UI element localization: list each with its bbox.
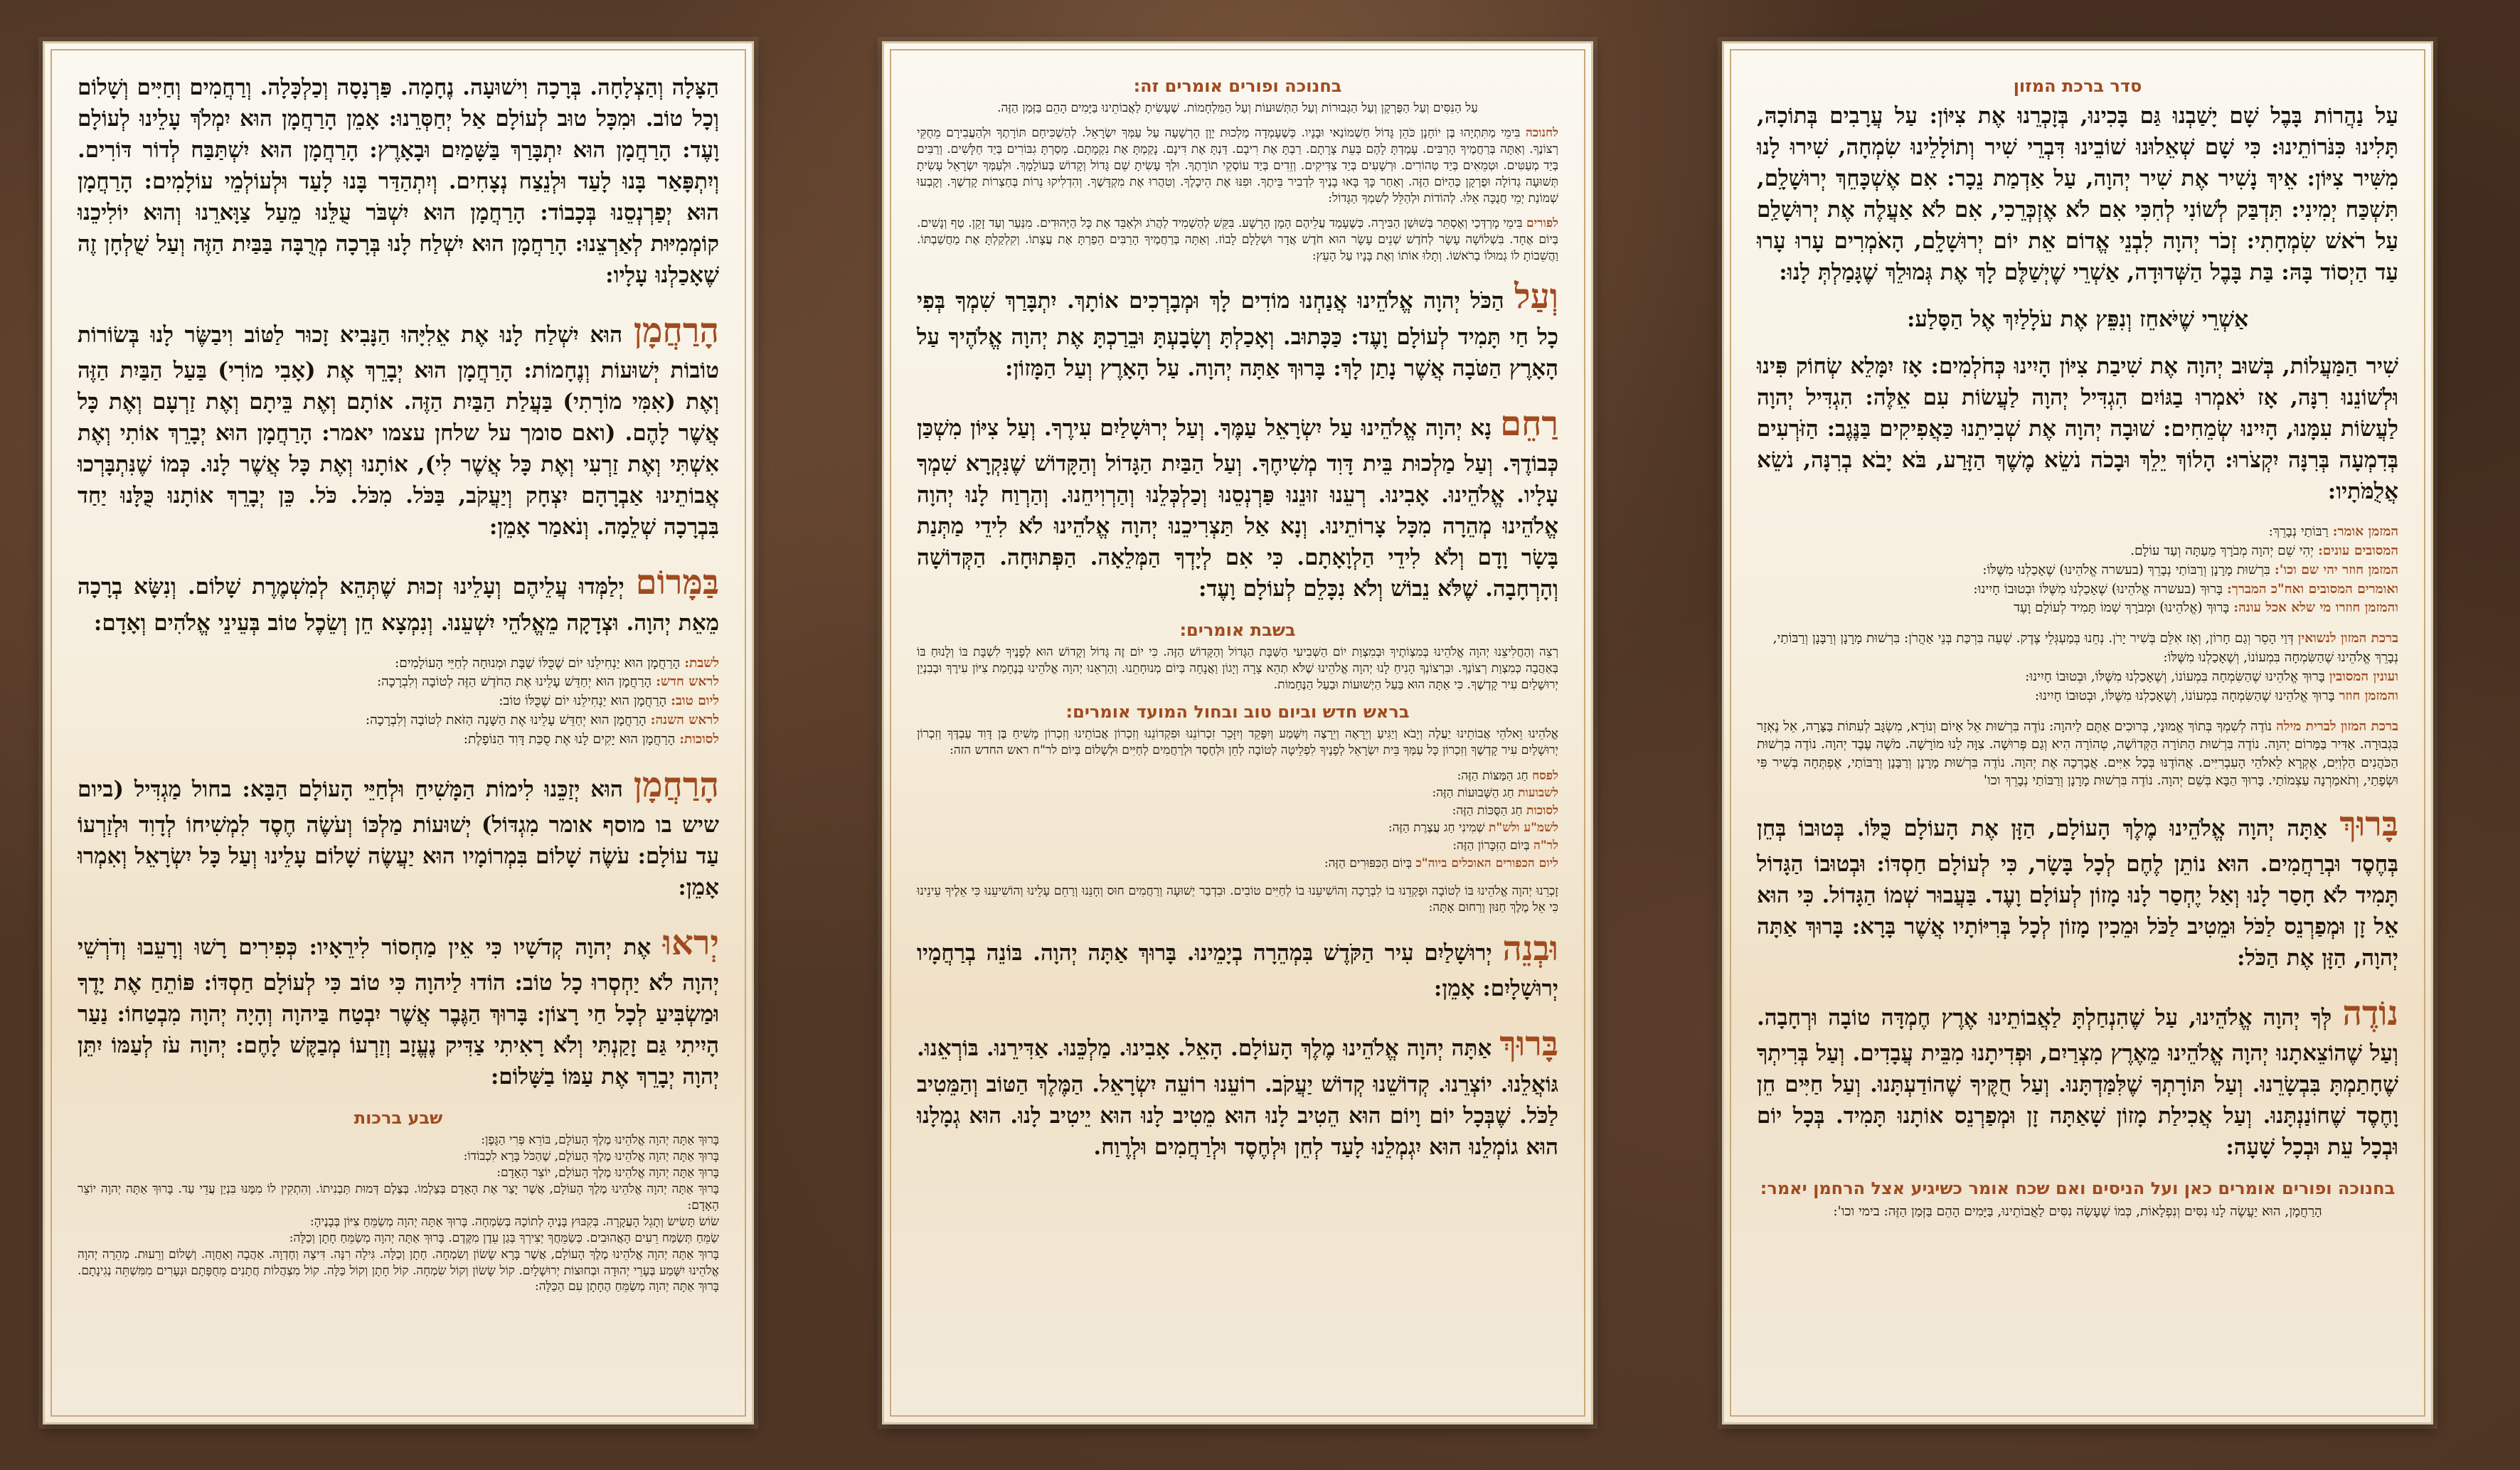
- holiday-text: חַג הַמַּצּוֹת הַזֶּה:: [1457, 768, 1529, 783]
- paragraph-yiru: [78, 919, 719, 1092]
- section-title-seder: סדר ברכת המזון: [2013, 76, 2142, 96]
- zimun-label: והמזמן חוזרו מי שלא אכל עונה:: [2233, 600, 2398, 616]
- zimun-text: בָּרוּךְ (אֱלֹהֵינוּ) וּמְבֹרָךְ שְׁמוֹ תָּמִיד לְעוֹלָם וָעֶד: [2014, 600, 2230, 616]
- zimun-line: [1757, 523, 2398, 542]
- bracha-line: בָּרוּךְ אַתָּה יְהוָה אֱלֹהֵינוּ מֶלֶךְ הָעוֹלָם, שֶׁהַכֹּל בָּרָא לִכְבוֹדוֹ:: [463, 1149, 719, 1163]
- paragraph-racheim: [917, 400, 1558, 604]
- paragraph-al-naharot: עַל נַהֲרוֹת בָּבֶל שָׁם יָשַׁבְנוּ גַּם בָּכִינוּ, בְּזָכְרֵנוּ אֶת צִיּוֹן: עַל עֲרָבִים בְּתוֹכָהּ, תָּלִינוּ כִּנֹּרוֹתֵינוּ: כִּי שָׁם שְׁאֵלוּנוּ שׁוֹבֵינוּ דִּבְרֵי שִׁיר וְתוֹלָלֵינוּ שִׂמְחָה, שִׁירוּ לָנוּ מִשִּׁיר צִיּוֹן: אֵיךְ נָשִׁיר אֶת שִׁיר יְהוָה, עַל אַדְמַת נֵכָר: אִם אֶשְׁכָּחֵךְ יְרוּשָׁלִָם, תִּשְׁכַּח יְמִינִי: תִּדְבַּק לְשׁוֹנִי לְחִכִּי אִם לֹא אֶזְכְּרֵכִי, אִם לֹא אַעֲלֶה אֶת יְרוּשָׁלִַם עַל רֹאשׁ שִׂמְחָתִי: זְכֹר יְהוָה לִבְנֵי אֱדוֹם אֵת יוֹם יְרוּשָׁלִָם, הָאֹמְרִים עָרוּ עָרוּ עַד הַיְסוֹד בָּהּ: בַּת בָּבֶל הַשְּׁדוּדָה, אַשְׁרֵי שֶׁיְשַׁלֶּם לָךְ אֶת גְּמוּלֵךְ שֶׁגָּמַלְתְּ לָנוּ:: [1757, 103, 2398, 286]
- drop-word-uvneh: וּבְנֵה: [1502, 929, 1558, 969]
- panel-left: [43, 41, 754, 1424]
- racheim-text: נָא יְהוָה אֱלֹהֵינוּ עַל יִשְׂרָאֵל עַמֶּךָ. וְעַל יְרוּשָׁלַיִם עִירֶךָ. וְעַל צִיּוֹן מִשְׁכַּן כְּבוֹדֶךָ. וְעַל מַלְכוּת בֵּית דָּוִד מְשִׁיחֶךָ. וְעַל הַבַּיִת הַגָּדוֹל וְהַקָּדוֹשׁ שֶׁנִּקְרָא שִׁמְךָ עָלָיו. אֱלֹהֵינוּ. אָבִינוּ. רְעֵנוּ זוּנֵנוּ פַּרְנְסֵנוּ וְכַלְכְּלֵנוּ וְהַרְוִיחֵנוּ. וְהַרְוַח לָנוּ יְהוָה אֱלֹהֵינוּ מְהֵרָה מִכָּל צָרוֹתֵינוּ. וְנָא אַל תַּצְרִיכֵנוּ יְהוָה אֱלֹהֵינוּ לֹא לִידֵי מַתְּנַת בָּשָׂר וָדָם וְלֹא לִידֵי הַלְוָאָתָם. כִּי אִם לְיָדְךָ הַמְּלֵאָה. הַפְּתוּחָה. הַקְּדוֹשָׁה וְהָרְחָבָה. שֶׁלֹּא נֵבוֹשׁ וְלֹא נִכָּלֵם לְעוֹלָם וָעֶד:: [917, 415, 1558, 602]
- special-label: לשבת:: [684, 655, 719, 671]
- paragraph-harachaman-mashiach: [78, 761, 719, 903]
- section-title-al-hanisim: בחנוכה ופורים אומרים זה:: [1133, 76, 1342, 96]
- drop-word-harachaman: הָרַחֲמָן: [633, 311, 719, 351]
- zimun-text: רַבּוֹתַי נְבָרֵךְ:: [2268, 524, 2329, 540]
- zimun-label: המזמן אומר:: [2332, 524, 2398, 540]
- zimun-text: יְהִי שֵׁם יְהוָה מְבֹרָךְ מֵעַתָּה וְעַד עוֹלָם.: [2130, 543, 2314, 558]
- holiday-text: חַג הַסֻּכּוֹת הַזֶּה:: [1452, 803, 1523, 818]
- section-title-chanukah-note: בחנוכה ופורים אומרים כאן ועל הניסים ואם שכח אומר כשיגיע אצל הרחמן יאמר:: [1760, 1178, 2396, 1198]
- veal-text: הַכֹּל יְהוָה אֱלֹהֵינוּ אֲנַחְנוּ מוֹדִים לָךְ וּמְבָרְכִים אוֹתָךְ. יִתְבָּרַךְ שִׁמְךָ בְּפִי כָל חַי תָּמִיד לְעוֹלָם וָעֶד: כַּכָּתוּב. וְאָכַלְתָּ וְשָׂבָעְתָּ וּבֵרַכְתָּ אֶת יְהוָה אֱלֹהֶיךָ עַל הָאָרֶץ הַטֹּבָה אֲשֶׁר נָתַן לָךְ: בָּרוּךְ אַתָּה יְהוָה. עַל הָאָרֶץ וְעַל הַמָּזוֹן:: [917, 288, 1558, 381]
- special-days-list: [78, 654, 719, 750]
- holiday-text: בְּיוֹם הַכִּפּוּרִים הַזֶּה:: [1324, 856, 1413, 870]
- holiday-list: [917, 767, 1558, 873]
- special-text: הָרַחֲמָן הוּא יַנְחִילֵנוּ יוֹם שֶׁכֻּלּוֹ טוֹב:: [499, 693, 667, 709]
- yiru-text: אֶת יְהוָה קְדֹשָׁיו כִּי אֵין מַחְסוֹר לִירֵאָיו: כְּפִירִים רָשׁוּ וְרָעֵבוּ וְדֹרְשֵׁי יְהוָה לֹא יַחְסְרוּ כָל טוֹב: הוֹדוּ לַיהוָה כִּי טוֹב כִּי לְעוֹלָם חַסְדּוֹ: פּוֹתֵחַ אֶת יָדֶךָ וּמַשְׂבִּיעַ לְכָל חַי רָצוֹן: בָּרוּךְ הַגֶּבֶר אֲשֶׁר יִבְטַח בַּיהוָה וְהָיָה יְהוָה מִבְטַחוֹ: נַעַר הָיִיתִי גַּם זָקַנְתִּי וְלֹא רָאִיתִי צַדִּיק נֶעֱזָב וְזַרְעוֹ מְבַקֶּשׁ לָחֶם: יְהוָה עֹז לְעַמּוֹ יִתֵּן יְהוָה יְבָרֵךְ אֶת עַמּוֹ בַשָּׁלוֹם:: [78, 934, 719, 1090]
- holiday-label: ליום הכפורים האוכלים ביוה"כ: [1415, 856, 1558, 870]
- paragraph-yaaleh: אֱלֹהֵינוּ וֵאלֹהֵי אֲבוֹתֵינוּ יַעֲלֶה וְיָבֹא וְיַגִּיעַ וְיֵרָאֶה וְיֵרָצֶה וְיִשָּׁמַע וְיִפָּקֵד וְיִזָּכֵר זִכְרוֹנֵנוּ וּפִקְדוֹנֵנוּ וְזִכְרוֹן אֲבוֹתֵינוּ וְזִכְרוֹן מָשִׁיחַ בֶּן דָּוִד עַבְדֶּךָ וְזִכְרוֹן יְרוּשָׁלַיִם עִיר קָדְשֶׁךָ וְזִכְרוֹן כָּל עַמְּךָ בֵּית יִשְׂרָאֵל לְפָנֶיךָ לִפְלֵיטָה לְטוֹבָה לְחֵן וּלְחֶסֶד וּלְרַחֲמִים לְחַיִּים וּלְשָׁלוֹם בְּיוֹם לר"ח ראש החדש הזה:: [917, 726, 1558, 757]
- holiday-line: [917, 837, 1558, 855]
- paragraph-bamarom: [78, 558, 719, 638]
- section-title-shabbat: בשבת אומרים:: [1179, 619, 1296, 640]
- panel-middle: [882, 41, 1593, 1424]
- drop-word-yiru: יְראוּ: [662, 922, 719, 963]
- special-line: [78, 692, 719, 711]
- zimun-line: [1757, 561, 2398, 580]
- paragraph-harachaman-nisim: הָרַחֲמָן, הוּא יַעֲשֶׂה לָנוּ נִסִּים וְנִפְלָאוֹת, כְּמוֹ שֶׁעָשָׂה נִסִּים לַאֲבוֹתֵינוּ, בַּיָּמִים הָהֵם בַּזְּמַן הַזֶּה: בימי וכו':: [1833, 1204, 2322, 1219]
- holiday-text: חַג הַשָּׁבוּעוֹת הַזֶּה:: [1432, 786, 1514, 801]
- zimun-label: המזמן חוזר יהי שם וכו':: [2274, 562, 2398, 577]
- zimun-line: [1757, 580, 2398, 600]
- paragraph-milah: [1757, 718, 2398, 790]
- harachaman-text: הוּא יִשְׁלַח לָנוּ אֶת אֵלִיָּהוּ הַנָּבִיא זָכוּר לַטּוֹב וִיבַשֶּׂר לָנוּ בְּשׂוֹרוֹת טוֹבוֹת יְשׁוּעוֹת וְנֶחָמוֹת: הָרַחֲמָן הוּא יְבָרֵךְ אֶת (אָבִי מוֹרִי) בַּעַל הַבַּיִת הַזֶּה וְאֶת (אִמִּי מוֹרָתִי) בַּעֲלַת הַבַּיִת הַזֶּה. אוֹתָם וְאֶת בֵּיתָם וְאֶת זַרְעָם וְאֶת כָּל אֲשֶׁר לָהֶם. (ואם סומך על שלחן עצמו יאמר: הָרַחֲמָן הוּא יְבָרֵךְ אוֹתִי וְאֶת אִשְׁתִּי וְאֶת זַרְעִי וְאֶת כָּל אֲשֶׁר לִי), אוֹתָנוּ וְאֶת כָּל אֲשֶׁר לָנוּ. כְּמוֹ שֶׁנִּתְבָּרְכוּ אֲבוֹתֵינוּ אַבְרָהָם יִצְחָק וְיַעֲקֹב, בַּכֹּל. מִכֹּל. כֹּל. כֵּן יְבָרֵךְ אוֹתָנוּ כֻּלָּנוּ יַחַד בִּבְרָכָה שְׁלֵמָה. וְנֹאמַר אָמֵן:: [78, 322, 719, 540]
- wedding-label: ועונין המסובין: [2329, 669, 2398, 684]
- holiday-text: שְׁמִינִי חַג עֲצֶרֶת הַזֶּה:: [1388, 821, 1485, 836]
- special-line: [78, 730, 719, 750]
- zimun-line: [1757, 599, 2398, 618]
- holiday-line: [917, 855, 1558, 873]
- zimun-text: בָּרוּךְ (בעשרה אֱלֹהֵינוּ) שֶׁאָכַלְנוּ מִשֶּׁלּוֹ וּבְטוּבוֹ חָיִינוּ:: [1973, 581, 2223, 597]
- sheva-brachot-list: [78, 1132, 719, 1295]
- zimun-list: [1757, 523, 2398, 618]
- paragraph-chanukah: [917, 125, 1558, 207]
- holiday-label: לשמ"ע ולש"ת: [1488, 821, 1558, 836]
- wedding-text: דְּוַי הָסֵר וְגַם חָרוֹן, וְאָז אִלֵּם בְּשִׁיר יָרֹן. נְחֵנוּ בְּמַעְגְּלֵי צֶדֶק. שְׁעֵה בִּרְכַּת בְּנֵי אַהֲרֹן: בִּרְשׁוּת מָרָנָן וְרַבָּנָן וְרַבּוֹתַי, נְבָרֵךְ אֱלֹהֵינוּ שֶׁהַשִּׂמְחָה בִּמְעוֹנוֹ, וְשֶׁאָכַלְנוּ מִשֶּׁלּוֹ:: [1772, 631, 2398, 666]
- wedding-label: והמזמן חוזר: [2339, 688, 2398, 703]
- paragraph-nodeh: [1757, 989, 2398, 1163]
- paragraph-baruch-hatov: [917, 1020, 1558, 1162]
- wedding-label: ברכת המזון לנשואין: [2297, 631, 2398, 646]
- bracha-line: שׂוֹשׂ תָּשִׂישׂ וְתָגֵל הָעֲקָרָה. בְּקִבּוּץ בָּנֶיהָ לְתוֹכָהּ בְּשִׂמְחָה. בָּרוּךְ אַתָּה יְהוָה מְשַׂמֵּחַ צִיּוֹן בְּבָנֶיהָ:: [310, 1214, 719, 1229]
- bracha-line: בָּרוּךְ אַתָּה יְהוָה אֱלֹהֵינוּ מֶלֶךְ הָעוֹלָם, אֲשֶׁר יָצַר אֶת הָאָדָם בְּצַלְמוֹ. בְּצֶלֶם דְּמוּת תַּבְנִיתוֹ. וְהִתְקִין לוֹ מִמֶּנּוּ בִּנְיַן עֲדֵי עַד. בָּרוּךְ אַתָּה יְהוָה יוֹצֵר הָאָדָם:: [78, 1181, 719, 1213]
- purim-label: לפורים: [1526, 215, 1559, 230]
- paragraph-retzeh: רְצֵה וְהַחֲלִיצֵנוּ יְהוָה אֱלֹהֵינוּ בְּמִצְוֹתֶיךָ וּבְמִצְוַת יוֹם הַשְּׁבִיעִי הַשַּׁבָּת הַגָּדוֹל וְהַקָּדוֹשׁ הַזֶּה. כִּי יוֹם זֶה גָּדוֹל וְקָדוֹשׁ הוּא לְפָנֶיךָ לִשְׁבָּת בּוֹ וְלָנוּחַ בּוֹ בְּאַהֲבָה כְּמִצְוַת רְצוֹנֶךָ. וּבִרְצוֹנְךָ הָנִיחַ לָנוּ יְהוָה אֱלֹהֵינוּ שֶׁלֹּא תְהֵא צָרָה וְיָגוֹן וַאֲנָחָה בְּיוֹם מְנוּחָתֵנוּ. וְהַרְאֵנוּ יְהוָה אֱלֹהֵינוּ בְּנֶחָמַת צִיּוֹן עִירֶךָ וּבְבִנְיַן יְרוּשָׁלַיִם עִיר קָדְשֶׁךָ. כִּי אַתָּה הוּא בַּעַל הַיְשׁוּעוֹת וּבַעַל הַנֶּחָמוֹת.: [917, 644, 1558, 692]
- chanukah-text: בִּימֵי מַתִּתְיָהוּ בֶּן יוֹחָנָן כֹּהֵן גָּדוֹל חַשְׁמוֹנַאי וּבָנָיו. כְּשֶׁעָמְדָה מַלְכוּת יָוָן הָרְשָׁעָה עַל עַמְּךָ יִשְׂרָאֵל. לְהַשְׁכִּיחָם תּוֹרָתֶךָ וּלְהַעֲבִירָם מֵחֻקֵּי רְצוֹנֶךָ. וְאַתָּה בְּרַחֲמֶיךָ הָרַבִּים. עָמַדְתָּ לָהֶם בְּעֵת צָרָתָם. רַבְתָּ אֶת רִיבָם. דַּנְתָּ אֶת דִּינָם. נָקַמְתָּ אֶת נִקְמָתָם. מָסַרְתָּ גִבּוֹרִים בְּיַד חַלָּשִׁים. וְרַבִּים בְּיַד מְעַטִּים. וּטְמֵאִים בְּיַד טְהוֹרִים. וּרְשָׁעִים בְּיַד צַדִּיקִים. וְזֵדִים בְּיַד עוֹסְקֵי תוֹרָתֶךָ. וּלְךָ עָשִׂיתָ שֵׁם גָּדוֹל וְקָדוֹשׁ בְּעוֹלָמָךְ. וּלְעַמְּךָ יִשְׂרָאֵל עָשִׂיתָ תְּשׁוּעָה גְדוֹלָה וּפֻרְקָן כְּהַיּוֹם הַזֶּה. וְאַחַר כָּךְ בָּאוּ בָנֶיךָ לִדְבִיר בֵּיתֶךָ. וּפִנּוּ אֶת הֵיכָלֶךָ. וְטִהֲרוּ אֶת מִקְדָּשֶׁךָ. וְהִדְלִיקוּ נֵרוֹת בְּחַצְרוֹת קָדְשֶׁךָ. וְקָבְעוּ שְׁמוֹנַת יְמֵי חֲנֻכָּה אֵלּוּ. לְהוֹדוֹת וּלְהַלֵּל לְשִׁמְךָ הַגָּדוֹל:: [917, 125, 1558, 206]
- special-label: לסוכות:: [679, 731, 719, 747]
- holiday-label: לסוכות: [1526, 803, 1558, 818]
- special-text: הָרַחֲמָן הוּא יְחַדֵּשׁ עָלֵינוּ אֶת הַשָּׁנָה הַזֹּאת לְטוֹבָה וְלִבְרָכָה:: [365, 712, 647, 728]
- holiday-label: לר"ה: [1533, 838, 1558, 853]
- uvneh-text: יְרוּשָׁלַיִם עִיר הַקֹּדֶשׁ בִּמְהֵרָה בְיָמֵינוּ. בָּרוּךְ אַתָּה יְהוָה. בּוֹנֵה בְרַחֲמָיו יְרוּשָׁלָיִם: אָמֵן:: [917, 940, 1558, 1002]
- special-line: [78, 711, 719, 730]
- nodeh-text: לְּךָ יְהוָה אֱלֹהֵינוּ, עַל שֶׁהִנְחַלְתָּ לַאֲבוֹתֵינוּ אֶרֶץ חֶמְדָּה טוֹבָה וּרְחָבָה. וְעַל שֶׁהוֹצֵאתָנוּ יְהוָה אֱלֹהֵינוּ מֵאֶרֶץ מִצְרַיִם, וּפְדִיתָנוּ מִבֵּית עֲבָדִים. וְעַל בְּרִיתְךָ שֶׁחָתַמְתָּ בִּבְשָׂרֵנוּ. וְעַל תּוֹרָתְךָ שֶׁלִּמַּדְתָּנוּ. וְעַל חֻקֶּיךָ שֶׁהוֹדַעְתָּנוּ. וְעַל חַיִּים חֵן וָחֶסֶד שֶׁחוֹנַנְתָּנוּ. וְעַל אֲכִילַת מָזוֹן שָׁאַתָּה זָן וּמְפַרְנֵס אוֹתָנוּ תָּמִיד. בְּכָל יוֹם וּבְכָל עֵת וּבְכָל שָׁעָה:: [1757, 1004, 2398, 1160]
- paragraph-veal-hakol: [917, 272, 1558, 383]
- special-text: הָרַחֲמָן הוּא יְחַדֵּשׁ עָלֵינוּ אֶת הַחֹדֶשׁ הַזֶּה לְטוֹבָה וְלִבְרָכָה:: [376, 674, 652, 690]
- drop-word-nodeh: נוֹדֶה: [2342, 993, 2398, 1033]
- zimun-label: ואומרים המסובים ואח"כ המברך:: [2226, 581, 2398, 597]
- paragraph-uvneh: [917, 925, 1558, 1004]
- harachaman-text: הוּא יְזַכֵּנוּ לִימוֹת הַמָּשִׁיחַ וּלְחַיֵּי הָעוֹלָם הַבָּא: בחול מַגְדִּיל (ביום שיש בו מוסף אומר מִגְדּוֹל) יְשׁוּעוֹת מַלְכּוֹ וְעֹשֶׂה חֶסֶד לִמְשִׁיחוֹ לְדָוִד וּלְזַרְעוֹ עַד עוֹלָם: עֹשֶׂה שָׁלוֹם בִּמְרוֹמָיו הוּא יַעֲשֶׂה שָׁלוֹם עָלֵינוּ וְעַל כָּל יִשְׂרָאֵל וְאִמְרוּ אָמֵן:: [78, 776, 719, 900]
- drop-word-harachaman: הָרַחֲמָן: [633, 765, 719, 805]
- zimun-label: המסובים עונים:: [2317, 543, 2398, 558]
- bracha-line: בָּרוּךְ אַתָּה יְהוָה אֱלֹהֵינוּ מֶלֶךְ הָעוֹלָם, בּוֹרֵא פְּרִי הַגָּפֶן:: [481, 1133, 719, 1148]
- milah-text: נוֹדֶה לְשִׁמְךָ בְּתוֹךְ אֱמוּנָי, בְּרוּכִים אַתֶּם לַיהוָה: נוֹדֶה בִּרְשׁוּת אֵל אָיוֹם וְנוֹרָא, מִשְׂגָּב לְעִתּוֹת בַּצָּרָה, אֵל נֶאְזָר בִּגְבוּרָה. אַדִּיר בַּמָּרוֹם יְהוָה. נוֹדֶה בִּרְשׁוּת הַתּוֹרָה הַקְּדוֹשָׁה, טְהוֹרָה הִיא וְגַם פְּרוּשָׁה. צִוָּה לָנוּ מוֹרָשָׁה. מֹשֶׁה עֶבֶד יְהוָה. נוֹדֶה בִּרְשׁוּת הַכֹּהֲנִים הַלְוִיִּם, אֶקְרָא לֵאלֹהֵי הָעִבְרִיִּים. אֲהוֹדֶנּוּ בְּכָל אִיִּים. אֲבָרְכָה אֶת יְהוָה. נוֹדֶה בִּרְשׁוּת מָרָנָן וְרַבָּנָן וְרַבּוֹתַי, אֶפְתְּחָה בְּשִׁיר פִּי וּשְׂפָתַי, וְתֹאמַרְנָה עַצְמוֹתַי. בָּרוּךְ הַבָּא בְּשֵׁם יְהוָה. נוֹדֶה בִּרְשׁוּת מָרָנָן וְרַבּוֹתַי נְבָרֵךְ וכו': [1757, 718, 2398, 789]
- bamarom-text: יְלַמְּדוּ עֲלֵיהֶם וְעָלֵינוּ זְכוּת שֶׁתְּהֵא לְמִשְׁמֶרֶת שָׁלוֹם. וְנִשָּׂא בְרָכָה מֵאֵת יְהוָה. וּצְדָקָה מֵאֱלֹהֵי יִשְׁעֵנוּ. וְנִמְצָא חֵן וְשֵׂכֶל טוֹב בְּעֵינֵי אֱלֹהִים וְאָדָם:: [78, 574, 719, 636]
- wedding-line: [1757, 668, 2398, 687]
- holiday-text: בְּיוֹם הַזִּכָּרוֹן הַזֶּה:: [1452, 838, 1530, 853]
- drop-word-racheim: רַחֵם: [1500, 403, 1558, 444]
- zimun-text: בִּרְשׁוּת מָרָנָן וְרַבּוֹתַי נְבָרֵךְ (בעשרה אֱלֹהֵינוּ) שֶׁאָכַלְנוּ מִשֶּׁלּוֹ:: [1982, 562, 2270, 577]
- milah-label: ברכת המזון לברית מילה: [2276, 718, 2398, 734]
- wedding-line: [1757, 629, 2398, 668]
- bracha-line: בָּרוּךְ אַתָּה יְהוָה אֱלֹהֵינוּ מֶלֶךְ הָעוֹלָם, אֲשֶׁר בָּרָא שָׂשׂוֹן וְשִׂמְחָה. חָתָן וְכַלָּה. גִּילָה רִנָּה. דִּיצָה וְחֶדְוָה. אַהֲבָה וְאַחֲוָה. וְשָׁלוֹם וְרֵעוּת. מְהֵרָה יְהוָה אֱלֹהֵינוּ יִשָּׁמַע בְּעָרֵי יְהוּדָה וּבְחוּצוֹת יְרוּשָׁלָיִם. קוֹל שָׂשׂוֹן וְקוֹל שִׂמְחָה. קוֹל חָתָן וְקוֹל כַּלָּה. קוֹל מִצְהֲלוֹת חֲתָנִים מֵחֻפָּתָם וּנְעָרִים מִמִּשְׁתֵּה נְגִינָתָם. בָּרוּךְ אַתָּה יְהוָה מְשַׂמֵּחַ הֶחָתָן עִם הַכַּלָּה:: [78, 1247, 719, 1294]
- special-text: הָרַחֲמָן הוּא יַנְחִילֵנוּ יוֹם שֶׁכֻּלּוֹ שַׁבָּת וּמְנוּחָה לְחַיֵּי הָעוֹלָמִים:: [394, 655, 681, 671]
- paragraph-al-hanisim: עַל הַנִּסִּים וְעַל הַפֻּרְקָן וְעַל הַגְּבוּרוֹת וְעַל הַתְּשׁוּעוֹת וְעַל הַמִּלְחָמוֹת. שֶׁעָשִׂיתָ לַאֲבוֹתֵינוּ בַּיָּמִים הָהֵם בַּזְּמַן הַזֶּה.: [997, 101, 1478, 115]
- wedding-list: [1757, 629, 2398, 705]
- wedding-line: [1757, 687, 2398, 706]
- bracha-line: בָּרוּךְ אַתָּה יְהוָה אֱלֹהֵינוּ מֶלֶךְ הָעוֹלָם, יוֹצֵר הָאָדָם:: [496, 1165, 719, 1180]
- baruch-text: אַתָּה יְהוָה אֱלֹהֵינוּ מֶלֶךְ הָעוֹלָם, הַזָּן אֶת הָעוֹלָם כֻּלּוֹ. בְּטוּבוֹ בְּחֵן בְּחֶסֶד וּבְרַחֲמִים. הוּא נוֹתֵן לֶחֶם לְכָל בָּשָׂר, כִּי לְעוֹלָם חַסְדּוֹ: וּבְטוּבוֹ הַגָּדוֹל תָּמִיד לֹא חָסַר לָנוּ וְאַל יֶחְסַר לָנוּ מָזוֹן לְעוֹלָם וָעֶד. בַּעֲבוּר שְׁמוֹ הַגָּדוֹל. כִּי הוּא אֵל זָן וּמְפַרְנֵס לַכֹּל וּמֵטִיב לַכֹּל וּמֵכִין מָזוֹן לְכָל בְּרִיּוֹתָיו אֲשֶׁר בָּרָא: בָּרוּךְ אַתָּה יְהוָה, הַזָּן אֶת הַכֹּל:: [1757, 815, 2398, 971]
- special-line: [78, 673, 719, 692]
- special-label: לראש השנה:: [650, 712, 719, 728]
- paragraph-purim: [917, 215, 1558, 265]
- drop-word-veal: וְעַל: [1514, 277, 1559, 317]
- holiday-label: לשבועות: [1518, 786, 1558, 801]
- special-text: הָרַחֲמָן הוּא יָקִים לָנוּ אֶת סֻכַּת דָּוִד הַנּוֹפָלֶת:: [463, 731, 676, 747]
- bracha-line: שַׂמֵּחַ תְּשַׂמַּח רֵעִים הָאֲהוּבִים. כְּשַׂמֵּחֲךָ יְצִירְךָ בְּגַן עֵדֶן מִקֶּדֶם. בָּרוּךְ אַתָּה יְהוָה מְשַׂמֵּחַ חָתָן וְכַלָּה:: [289, 1230, 719, 1245]
- holiday-line: [917, 784, 1558, 802]
- paragraph-harachaman-eliyahu: [78, 307, 719, 543]
- holiday-line: [917, 767, 1558, 785]
- section-title-yaaleh: בראש חדש וביום טוב ובחול המועד אומרים:: [1065, 701, 1410, 722]
- chanukah-label: לחנוכה: [1526, 125, 1558, 140]
- zimun-line: [1757, 542, 2398, 561]
- section-title-sheva-brachot: שבע ברכות: [353, 1108, 443, 1129]
- holiday-line: [917, 819, 1558, 837]
- wedding-text: בָּרוּךְ אֱלֹהֵינוּ שֶׁהַשִּׂמְחָה בִּמְעוֹנוֹ, וְשֶׁאָכַלְנוּ מִשֶּׁלּוֹ, וּבְטוּבוֹ חָיִינוּ:: [2034, 688, 2335, 703]
- holiday-line: [917, 802, 1558, 820]
- drop-word-baruch: בָּרוּךְ: [1499, 1024, 1558, 1065]
- special-label: ליום טוב:: [671, 693, 719, 709]
- panel-right: [1722, 41, 2433, 1424]
- purim-text: בִּימֵי מָרְדְּכַי וְאֶסְתֵּר בְּשׁוּשַׁן הַבִּירָה. כְּשֶׁעָמַד עֲלֵיהֶם הָמָן הָרָשָׁע. בִּקֵּשׁ לְהַשְׁמִיד לַהֲרֹג וּלְאַבֵּד אֶת כָּל הַיְּהוּדִים. מִנַּעַר וְעַד זָקֵן. טַף וְנָשִׁים. בְּיוֹם אֶחָד. בִּשְׁלוֹשָׁה עָשָׂר לְחֹדֶשׁ שְׁנֵים עָשָׂר הוּא חֹדֶשׁ אֲדָר וּשְׁלָלָם לָבוֹז. וְאַתָּה בְּרַחֲמֶיךָ הָרַבִּים הֵפַרְתָּ אֶת עֲצָתוֹ. וְקִלְקַלְתָּ אֶת מַחֲשַׁבְתּוֹ. וַהֲשֵׁבוֹתָ לוֹ גְמוּלוֹ בְרֹאשׁוֹ. וְתָלוּ אוֹתוֹ וְאֶת בָּנָיו עַל הָעֵץ:: [917, 215, 1558, 263]
- baruch-text: אַתָּה יְהוָה אֱלֹהֵינוּ מֶלֶךְ הָעוֹלָם. הָאֵל. אָבִינוּ. מַלְכֵּנוּ. אַדִּירֵנוּ. בּוֹרְאֵנוּ. גּוֹאֲלֵנוּ. יוֹצְרֵנוּ. קְדוֹשֵׁנוּ קְדוֹשׁ יַעֲקֹב. רוֹעֵנוּ רוֹעֵה יִשְׂרָאֵל. הַמֶּלֶךְ הַטּוֹב וְהַמֵּטִיב לַכֹּל. שֶׁבְּכָל יוֹם וָיוֹם הוּא הֵטִיב לָנוּ הוּא מֵטִיב לָנוּ הוּא יֵיטִיב לָנוּ. הוּא גְמָלָנוּ הוּא גוֹמְלֵנוּ הוּא יִגְמְלֵנוּ לָעַד לְחֵן וּלְחֶסֶד וּלְרַחֲמִים וּלְרֶוַח.: [917, 1035, 1558, 1160]
- paragraph-zochreinu: זָכְרֵנוּ יְהוָה אֱלֹהֵינוּ בּוֹ לְטוֹבָה וּפָקְדֵנוּ בוֹ לִבְרָכָה וְהוֹשִׁיעֵנוּ בוֹ לְחַיִּים טוֹבִים. וּבִדְבַר יְשׁוּעָה וְרַחֲמִים חוּס וְחָנֵּנוּ וְרַחֵם עָלֵינוּ וְהוֹשִׁיעֵנוּ כִּי אֵלֶיךָ עֵינֵינוּ כִּי אֵל מֶלֶךְ חַנּוּן וְרַחוּם אָתָּה:: [917, 884, 1558, 915]
- paragraph-ashrei: אַשְׁרֵי שֶׁיֹּאחֵז וְנִפֵּץ אֶת עֹלָלַיִךְ אֶל הַסָּלַע:: [1906, 307, 2249, 333]
- paragraph-shir-hamaalot: שִׁיר הַמַּעֲלוֹת, בְּשׁוּב יְהוָה אֶת שִׁיבַת צִיּוֹן הָיִינוּ כְּחֹלְמִים: אָז יִמָּלֵא שְׂחוֹק פִּינוּ וּלְשׁוֹנֵנוּ רִנָּה, אָז יֹאמְרוּ בַגּוֹיִם הִגְדִּיל יְהוָה לַעֲשׂוֹת עִם אֵלֶּה: הִגְדִּיל יְהוָה לַעֲשׂוֹת עִמָּנוּ, הָיִינוּ שְׂמֵחִים: שׁוּבָה יְהוָה אֶת שְׁבִיתֵנוּ כַּאֲפִיקִים בַּנֶּגֶב: הַזֹּרְעִים בְּדִמְעָה בְּרִנָּה יִקְצֹרוּ: הָלוֹךְ יֵלֵךְ וּבָכֹה נֹשֵׂא מֶשֶׁךְ הַזָּרַע, בֹּא יָבֹא בְרִנָּה, נֹשֵׂא אֲלֻמֹּתָיו:: [1757, 353, 2398, 505]
- drop-word-baruch: בָּרוּךְ: [2339, 804, 2398, 844]
- paragraph-baruch-hazan: [1757, 800, 2398, 974]
- special-label: לראש חדש:: [656, 674, 719, 690]
- holiday-label: לפסח: [1532, 768, 1558, 783]
- drop-word-bamarom: בַּמָּרוֹם: [635, 563, 720, 603]
- paragraph-hatzalah: הַצָּלָה וְהַצְלָחָה. בְּרָכָה וִישׁוּעָה. נֶחָמָה. פַּרְנָסָה וְכַלְכָּלָה. וְרַחֲמִים וְחַיִּים וְשָׁלוֹם וְכָל טוֹב. וּמִכָּל טוּב לְעוֹלָם אַל יְחַסְּרֵנוּ: אָמֵן הָרַחֲמָן הוּא יִמְלֹךְ עָלֵינוּ לְעוֹלָם וָעֶד: הָרַחֲמָן הוּא יִתְבָּרַךְ בַּשָּׁמַיִם וּבָאָרֶץ: הָרַחֲמָן הוּא יִשְׁתַּבַּח לְדוֹר דּוֹרִים. וְיִתְפָּאַר בָּנוּ לָעַד וּלְנֵצַח נְצָחִים. וְיִתְהַדַּר בָּנוּ לָעַד וּלְעוֹלְמֵי עוֹלָמִים: הָרַחֲמָן הוּא יְפַרְנְסֵנוּ בְּכָבוֹד: הָרַחֲמָן הוּא יִשְׁבֹּר עֻלֵּנוּ מֵעַל צַוָּארֵנוּ וְהוּא יוֹלִיכֵנוּ קוֹמְמִיּוּת לְאַרְצֵנוּ: הָרַחֲמָן הוּא יִשְׁלַח לָנוּ בְּרָכָה מְרֻבָּה בַּבַּיִת הַזֶּה וְעַל שֻׁלְחָן זֶה שֶׁאָכַלְנוּ עָלָיו:: [78, 75, 719, 289]
- special-line: [78, 654, 719, 673]
- wedding-text: בָּרוּךְ אֱלֹהֵינוּ שֶׁהַשִּׂמְחָה בִּמְעוֹנוֹ, וְשֶׁאָכַלְנוּ מִשֶּׁלּוֹ, וּבְטוּבוֹ חָיִינוּ:: [2025, 669, 2325, 684]
